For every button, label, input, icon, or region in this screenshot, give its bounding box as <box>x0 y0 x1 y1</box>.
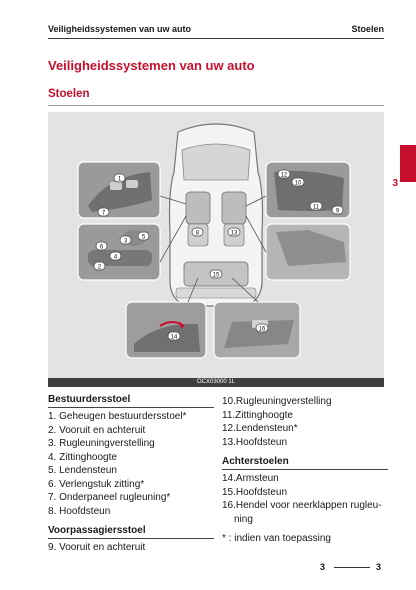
callout-pill-7 <box>98 208 109 216</box>
passenger-seat-list <box>48 541 214 555</box>
list-item: 9. Vooruit en achteruit <box>48 542 146 553</box>
svg-text:1: 1 <box>117 176 122 183</box>
inset-passenger-seat <box>266 224 350 280</box>
svg-text:3: 3 <box>123 238 128 245</box>
svg-text:5: 5 <box>141 234 146 241</box>
svg-text:12: 12 <box>280 172 288 179</box>
svg-text:2: 2 <box>97 264 102 271</box>
rear-seats-title: Achterstoelen <box>222 456 388 470</box>
svg-text:4: 4 <box>113 254 118 261</box>
list-item: 12.Lendensteun* <box>222 423 298 434</box>
inset-door-panel <box>78 162 160 218</box>
seat-illustration <box>48 112 384 378</box>
passenger-seat-list-cont <box>222 395 388 449</box>
svg-text:14: 14 <box>170 334 178 341</box>
callout-pill-10 <box>292 178 304 186</box>
callout-pill-16 <box>256 324 268 332</box>
list-item: 2. Vooruit en achteruit <box>48 424 146 436</box>
legend-right-column <box>222 394 388 544</box>
callout-pill-11 <box>310 202 322 210</box>
svg-text:15: 15 <box>212 272 220 279</box>
legend-left-column <box>48 394 214 555</box>
inset-driver-controls <box>78 224 160 280</box>
list-item: 1. Geheugen bestuurdersstoel* <box>48 411 187 422</box>
callout-pill-15 <box>210 270 222 278</box>
figure-code: OCX03000 1L <box>48 378 384 387</box>
list-item: 10.Rugleuningverstelling <box>222 396 332 407</box>
sub-title: Stoelen <box>48 88 90 100</box>
passenger-seat-title: Voorpassagiersstoel <box>48 525 214 539</box>
list-item: 13.Hoofdsteun <box>222 436 288 448</box>
callout-pill-12 <box>278 170 290 178</box>
callout-pill-4 <box>110 252 121 260</box>
svg-text:10: 10 <box>294 180 302 187</box>
list-item: 3. Rugleuningverstelling <box>48 438 155 449</box>
svg-text:13: 13 <box>230 230 238 237</box>
svg-text:16: 16 <box>258 326 266 333</box>
header-left: Veiligheidssystemen van uw auto <box>48 24 192 34</box>
inset-rear-armrest <box>126 302 206 358</box>
header-right: Stoelen <box>351 24 384 34</box>
callout-pill-3 <box>120 236 131 244</box>
svg-text:8: 8 <box>195 230 200 237</box>
list-item: 8. Hoofdsteun <box>48 505 111 517</box>
callout-pill-9 <box>332 206 343 214</box>
driver-seat-list <box>48 410 214 518</box>
footnote: * : indien van toepassing <box>222 533 331 544</box>
chapter-tab <box>400 145 416 182</box>
seat-figure <box>48 112 384 378</box>
list-item: 15.Hoofdsteun <box>222 486 288 498</box>
section-title: Veiligheidssystemen van uw auto <box>48 58 255 73</box>
svg-text:6: 6 <box>99 244 104 251</box>
list-item: ning <box>234 513 253 525</box>
callout-pill-2 <box>94 262 105 270</box>
driver-seat-title: Bestuurdersstoel <box>48 394 214 408</box>
chapter-number: 3 <box>392 178 398 189</box>
callout-pill-6 <box>96 242 107 250</box>
callout-pill-1 <box>114 174 125 182</box>
rear-seats-list <box>222 472 388 526</box>
list-item: 11.Zittinghoogte <box>222 409 293 421</box>
list-item: 16.Hendel voor neerklappen rugleu- <box>222 500 382 511</box>
list-item: 6. Verlengstuk zitting* <box>48 478 145 490</box>
list-item: 7. Onderpaneel rugleuning* <box>48 492 171 503</box>
header-rule <box>48 38 384 39</box>
svg-text:9: 9 <box>335 208 340 215</box>
list-item: 5. Lendensteun <box>48 465 117 476</box>
car-body <box>170 124 263 306</box>
svg-text:7: 7 <box>101 210 106 217</box>
svg-text:11: 11 <box>312 204 320 211</box>
callout-pill-8 <box>192 228 203 236</box>
footer-page-number-left: 3 <box>320 562 326 572</box>
sub-title-rule <box>48 105 384 106</box>
footer-page-number-right: 3 <box>376 562 382 572</box>
list-item: 14.Armsteun <box>222 473 279 484</box>
callout-pill-14 <box>168 332 180 340</box>
list-item: 4. Zittinghoogte <box>48 451 117 463</box>
callout-pill-5 <box>138 232 149 240</box>
callout-pill-13 <box>228 228 240 236</box>
footer-rule <box>334 567 370 568</box>
